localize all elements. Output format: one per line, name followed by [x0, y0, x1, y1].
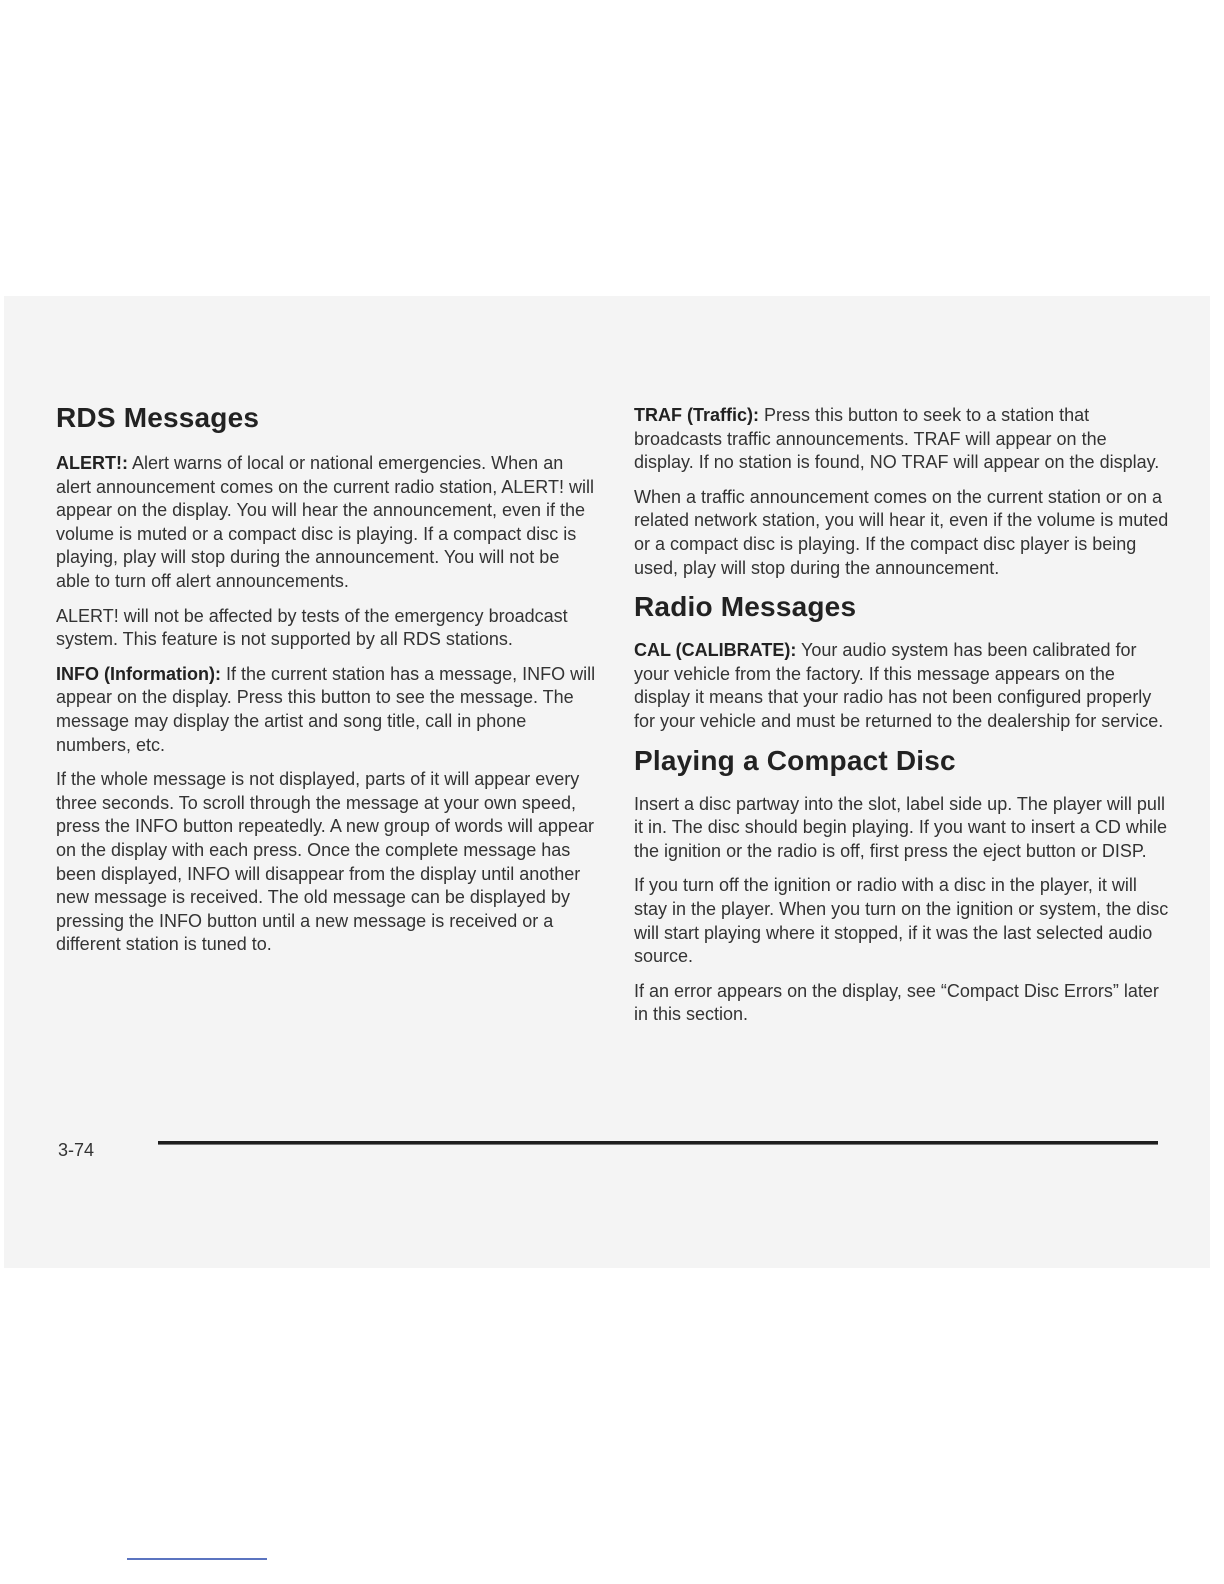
alert-text: Alert warns of local or national emergencies. When an alert announcement comes on the current radio station, ALERT! will appear on the display. You will hear the announcement, even if the volume is muted or a compact disc is playing. If a compact disc is playing, play will stop during the announcement. You will not be able to turn off alert announcements. [56, 453, 594, 591]
rds-messages-heading: RDS Messages [56, 402, 260, 433]
cal-paragraph [634, 639, 1170, 733]
alert-paragraph-2: ALERT! will not be affected by tests of the emergency broadcast system. This feature is not supported by all RDS stations. [56, 605, 568, 650]
info-paragraph [56, 663, 596, 757]
traf-term: TRAF (Traffic): [634, 405, 759, 425]
cd-paragraph-3: If an error appears on the display, see “Compact Disc Errors” later in this section. [634, 980, 1159, 1025]
stray-mark [127, 1558, 267, 1560]
traf-paragraph [634, 404, 1170, 475]
alert-paragraph [56, 452, 596, 594]
traf-paragraph-2: When a traffic announcement comes on the current station or on a related network station, you will hear it, even if the volume is muted or a compact disc is playing. If the compact disc player is being used, play will stop during the announcement. [634, 486, 1169, 578]
page-number: 3-74 [58, 1140, 95, 1160]
cd-paragraph-1: Insert a disc partway into the slot, label side up. The player will pull it in. The disc should begin playing. If you want to insert a CD while the ignition or the radio is off, first press the eject button or DISP. [634, 793, 1167, 861]
radio-messages-heading: Radio Messages [634, 591, 857, 623]
alert-term: ALERT!: [56, 453, 128, 473]
info-paragraph-2: If the whole message is not displayed, parts of it will appear every three seconds. To scroll through the message at your own speed, press the INFO button repeatedly. A new group of words will appear on the display with each press. Once the complete message has been displayed, INFO will disappear from the display until another new message is received. The old message can be displayed by pressing the INFO button until a new message is received or a different station is tuned to. [56, 769, 594, 955]
cd-paragraph-2: If you turn off the ignition or radio with a disc in the player, it will stay in the player. When you turn on the ignition or system, the disc will start playing where it stopped, if it was the last selected audio source. [634, 875, 1169, 967]
cal-text: Your audio system has been calibrated for your vehicle from the factory. If this message appears on the display it means that your radio has not been configured properly for your vehicle and must be returned to the dealership for service. [634, 640, 1164, 731]
cal-term: CAL (CALIBRATE): [634, 640, 797, 661]
right-column [634, 404, 1170, 1038]
playing-compact-disc-heading: Playing a Compact Disc [634, 744, 956, 776]
info-text: If the current station has a message, INFO will appear on the display. Press this button to see the message. The message may display the artist and song title, call in phone numbers, etc. [56, 663, 596, 755]
footer-rule [158, 1141, 1158, 1144]
traf-text: Press this button to seek to a station that broadcasts traffic announcements. TRAF will appear on the display. If no station is found, NO TRAF will appear on the display. [634, 405, 1160, 473]
info-term: INFO (Information): [56, 663, 221, 684]
left-column [56, 402, 596, 968]
